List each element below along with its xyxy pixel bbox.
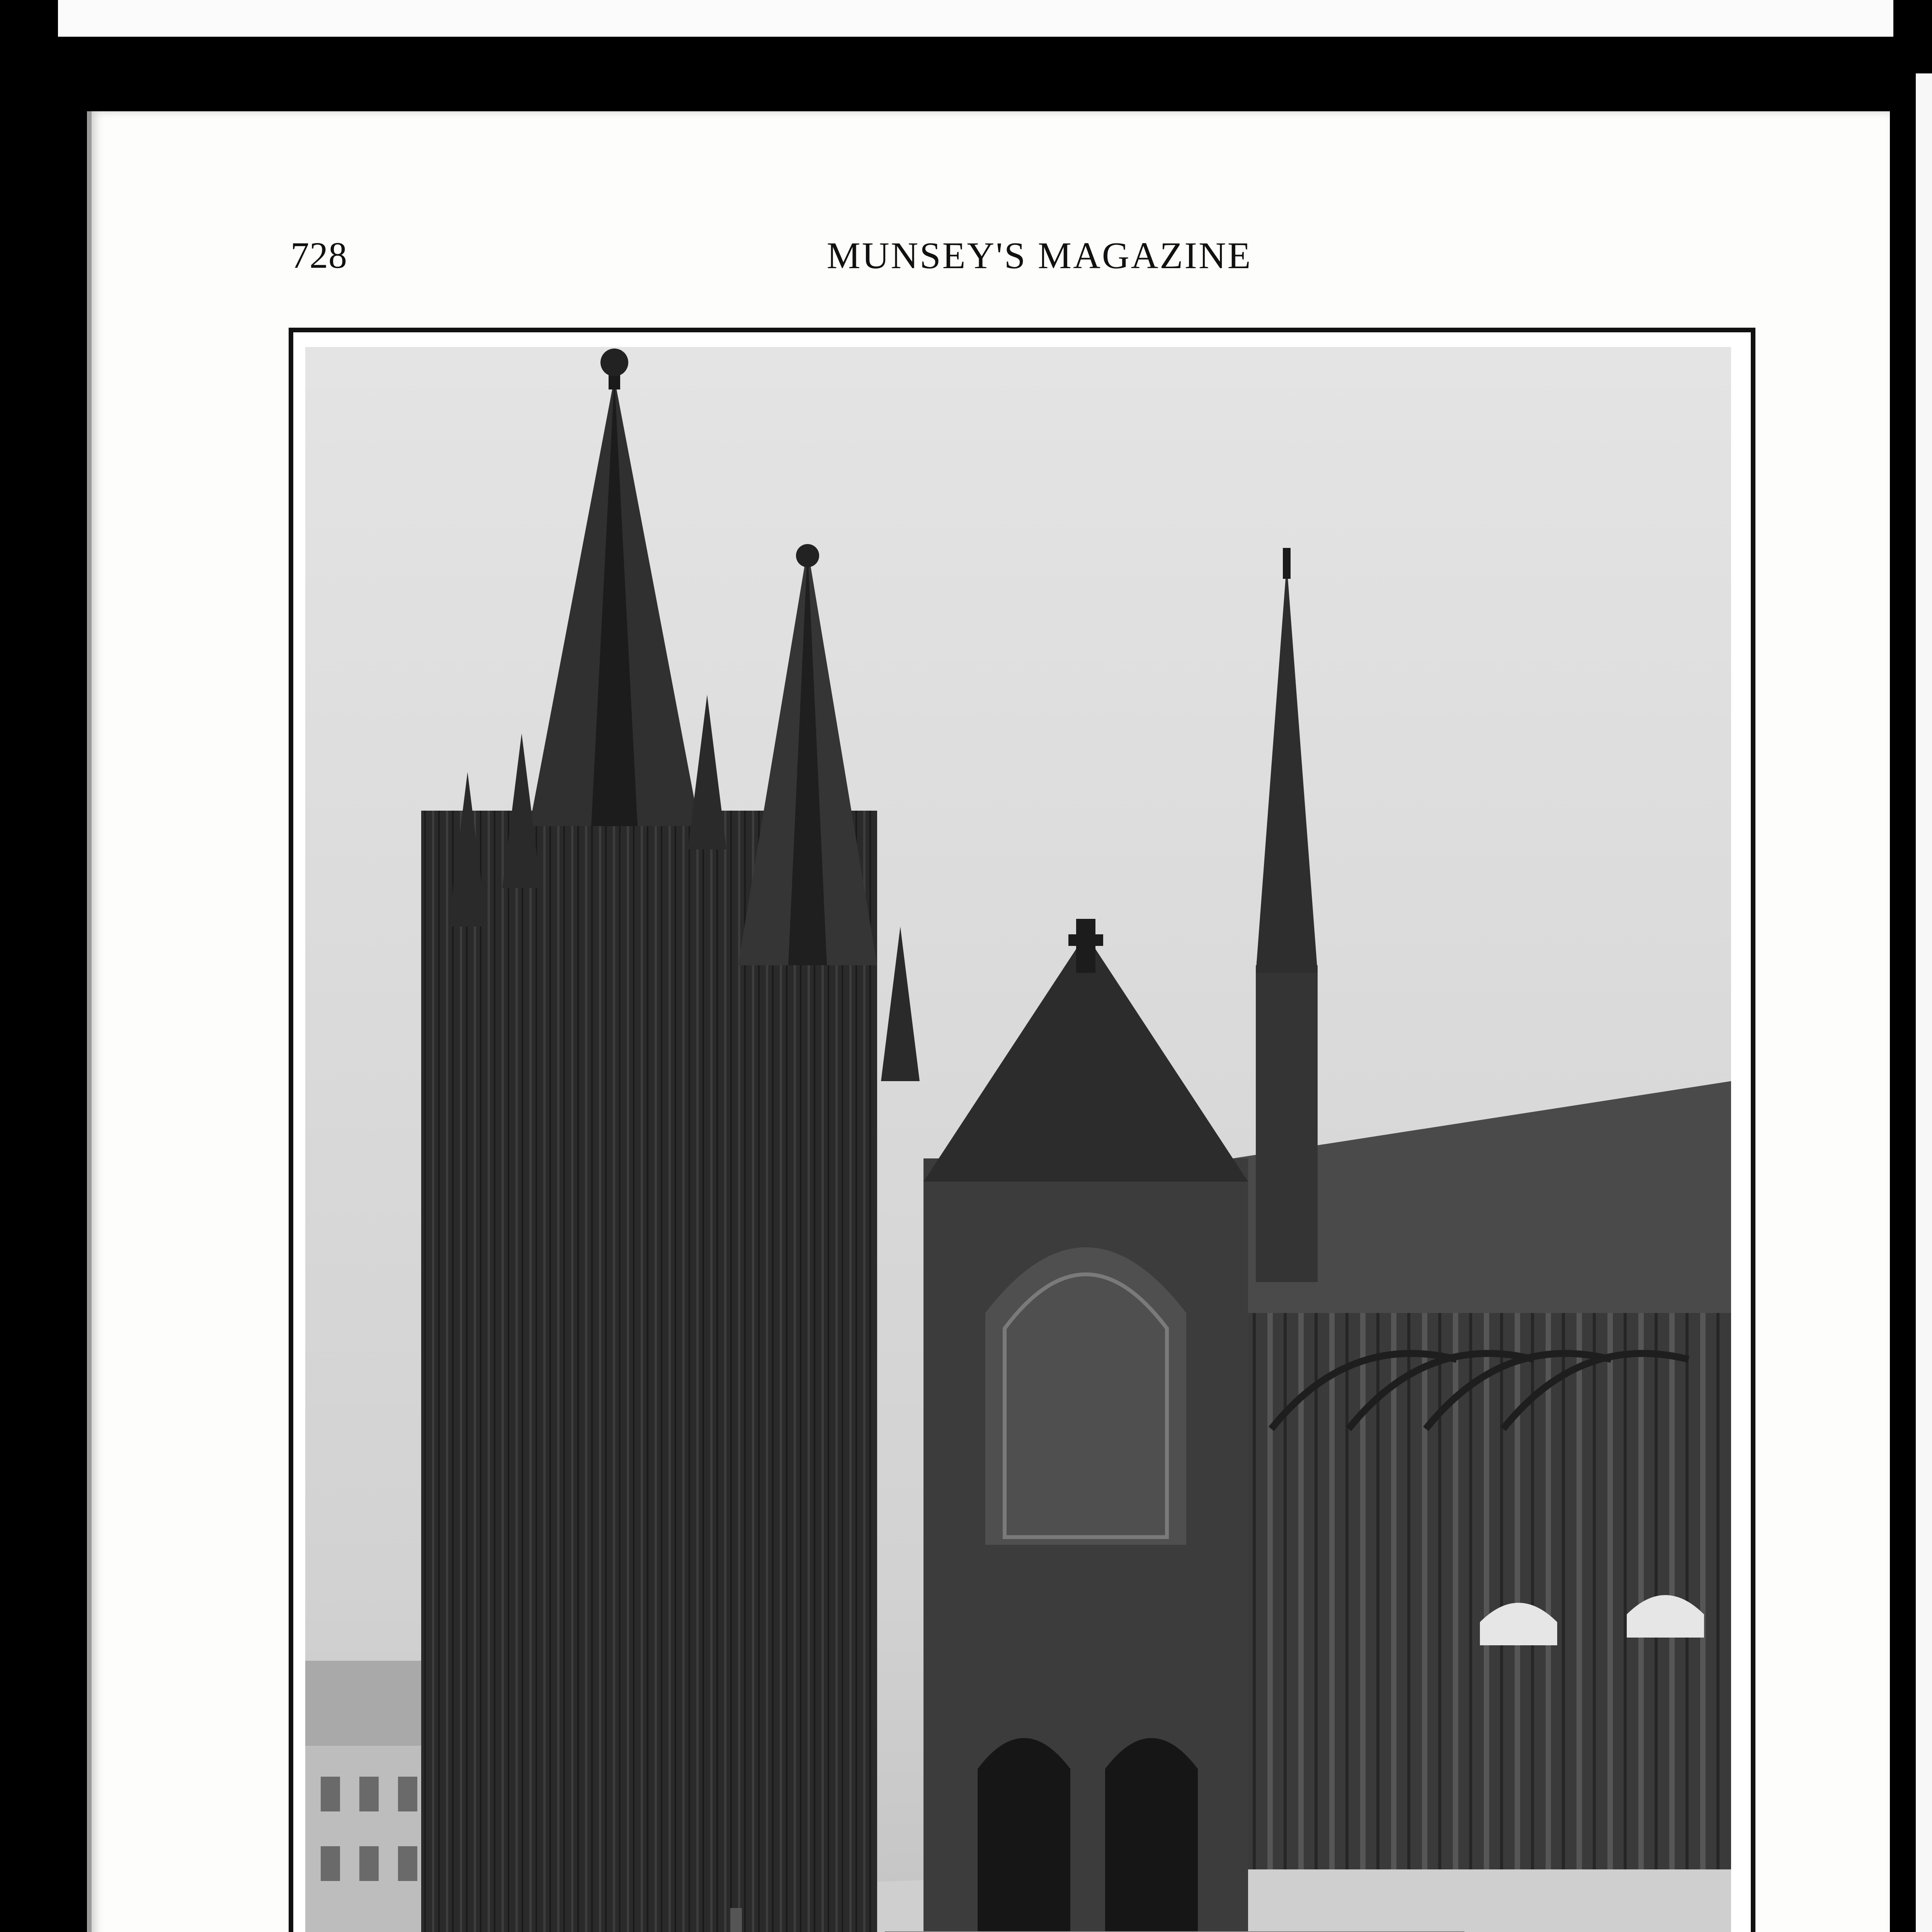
scan-border-left [0,0,58,1932]
page-number: 728 [291,235,347,276]
adjacent-page-strip-top [0,0,1893,37]
cathedral-drawing [305,347,1731,1932]
running-head: MUNSEY'S MAGAZINE [827,235,1252,277]
adjacent-page-edge-right [1916,73,1932,1932]
cathedral-photograph [305,347,1731,1932]
